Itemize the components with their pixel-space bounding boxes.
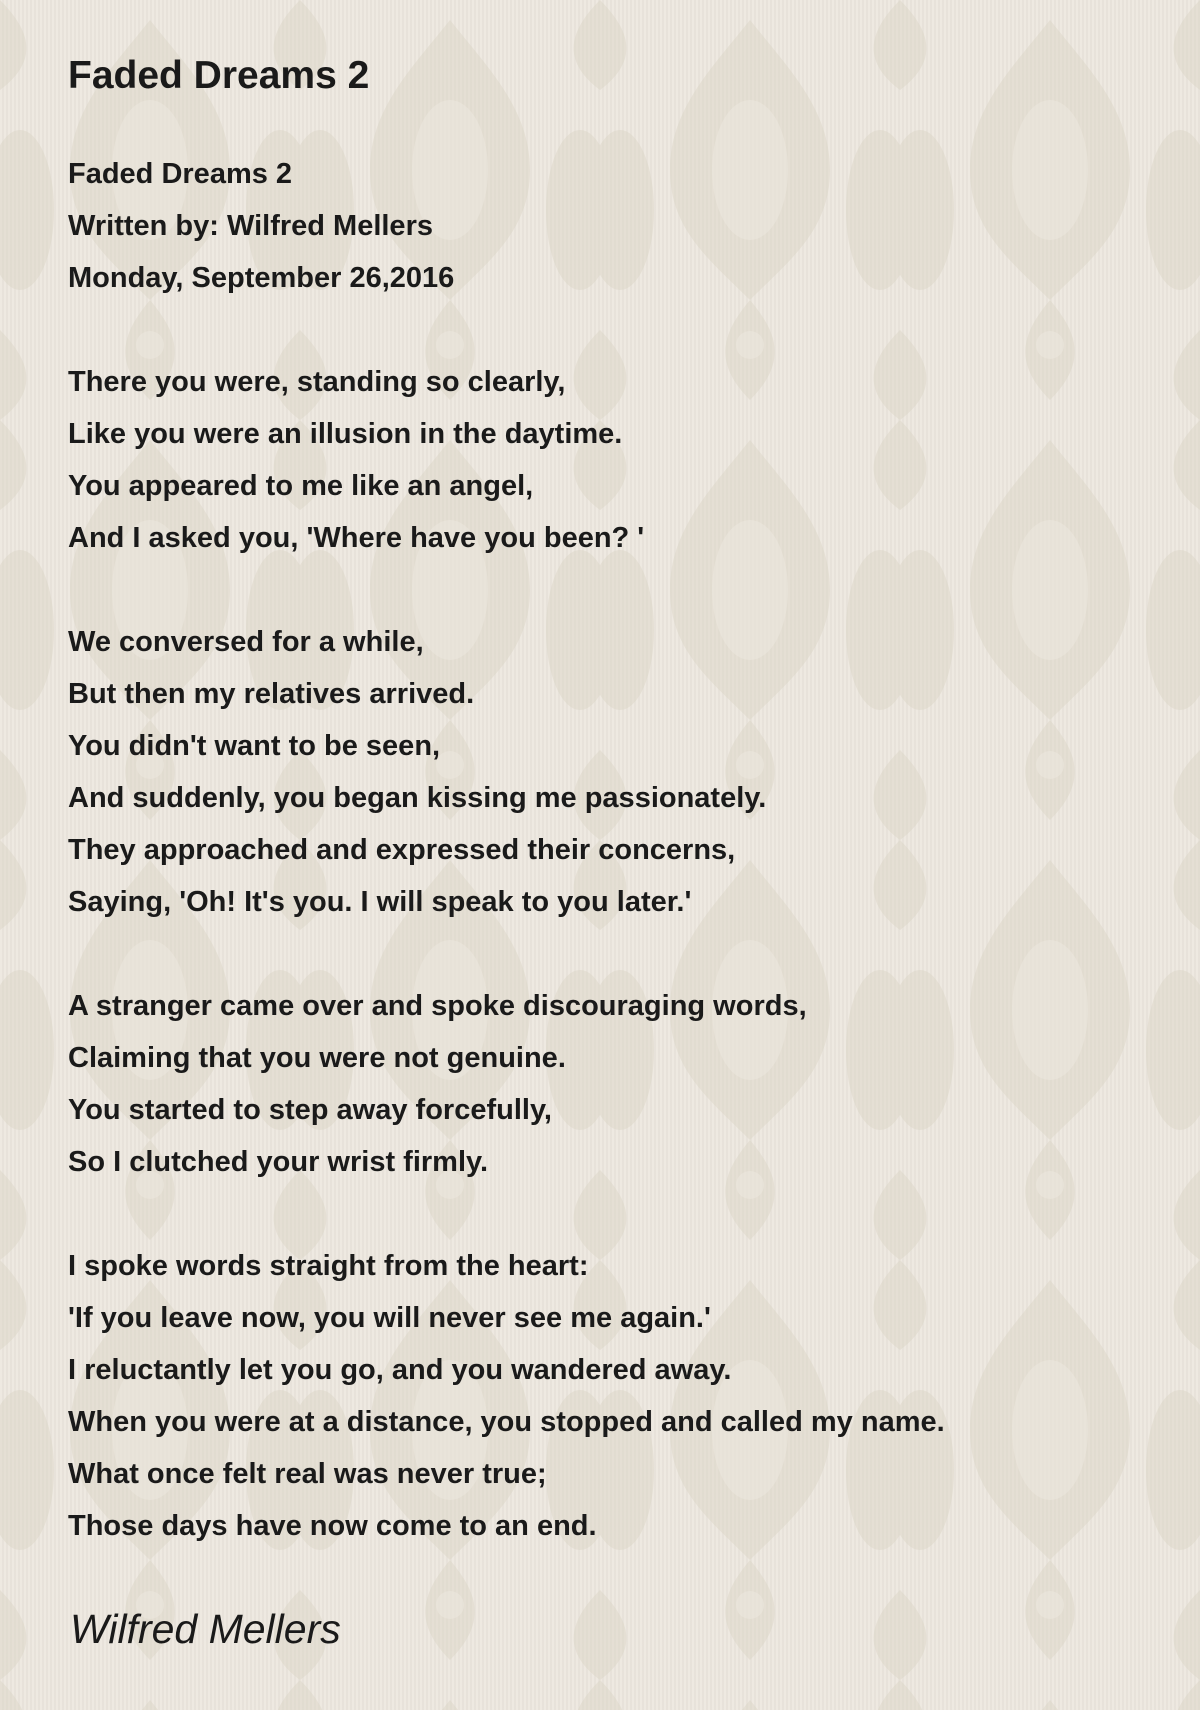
poem-line: You started to step away forcefully,: [68, 1094, 552, 1126]
poem-line: We conversed for a while,: [68, 626, 424, 658]
poem-line: Claiming that you were not genuine.: [68, 1042, 566, 1074]
stanza-2: [68, 616, 1178, 928]
poem-line: I reluctantly let you go, and you wandered away.: [68, 1354, 732, 1386]
poem-line: What once felt real was never true;: [68, 1458, 547, 1490]
poem-line: Like you were an illusion in the daytime.: [68, 418, 623, 450]
page-title: Faded Dreams 2: [68, 54, 370, 97]
poem-line: But then my relatives arrived.: [68, 678, 475, 710]
poem-line: I spoke words straight from the heart:: [68, 1250, 589, 1282]
poem-line: You appeared to me like an angel,: [68, 470, 534, 502]
poem-line: When you were at a distance, you stopped and called my name.: [68, 1406, 945, 1438]
header-author-credit: Written by: Wilfred Mellers: [68, 210, 433, 242]
poem-line: Saying, 'Oh! It's you. I will speak to you later.': [68, 886, 692, 918]
stanza-3: [68, 980, 1178, 1188]
poem-header: [68, 148, 1178, 304]
poem-line: And I asked you, 'Where have you been? ': [68, 522, 645, 554]
poem-line: A stranger came over and spoke discouraging words,: [68, 990, 807, 1022]
poem-line: 'If you leave now, you will never see me again.': [68, 1302, 711, 1334]
poem-line: So I clutched your wrist firmly.: [68, 1146, 489, 1178]
poem-line: They approached and expressed their concerns,: [68, 834, 736, 866]
header-poem-title: Faded Dreams 2: [68, 158, 293, 190]
poem-line: Those days have now come to an end.: [68, 1510, 597, 1542]
poem-line: There you were, standing so clearly,: [68, 366, 566, 398]
author-signature: Wilfred Mellers: [70, 1606, 341, 1652]
poem-line: You didn't want to be seen,: [68, 730, 441, 762]
stanza-1: [68, 356, 1178, 564]
stanza-4: [68, 1240, 1178, 1552]
header-date: Monday, September 26,2016: [68, 262, 455, 294]
poem-line: And suddenly, you began kissing me passionately.: [68, 782, 767, 814]
poem-body: [68, 148, 1178, 1604]
